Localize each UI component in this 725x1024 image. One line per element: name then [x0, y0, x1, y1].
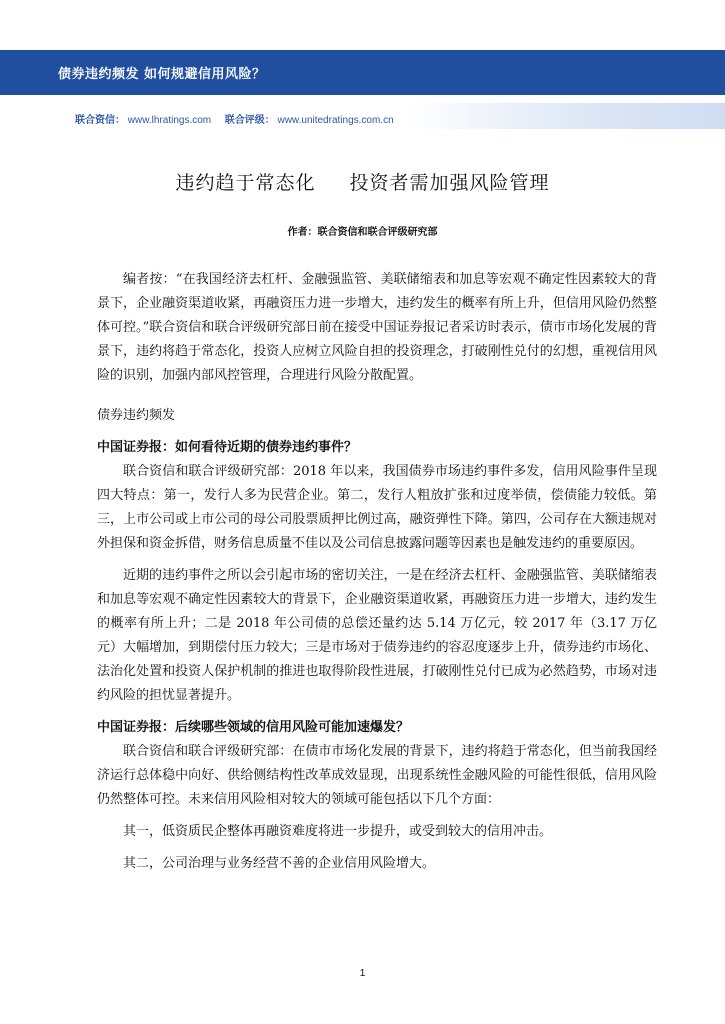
author-line: 作者：联合资信和联合评级研究部 [287, 227, 438, 238]
answer-1-paragraph-1: 联合资信和联合评级研究部：2018 年以来，我国债券市场违约事件多发，信用风险事件呈现四大特点：第一，发行人多为民营企业。第二，发行人粗放扩张和过度举债，偿债能力较低。第三，上市公司或上市公司的母公司股票质押比例过高，融资弹性下降。第四，公司存在大额违规对外担保和资金拆借，财务信息质量不佳以及公司信息披露问题等因素也是触发违约的重要原因。 [97, 464, 657, 551]
section-heading: 债券违约频发 [97, 408, 176, 423]
title-part-1: 违约趋于常态化 [175, 172, 316, 194]
lianhe-credit-url[interactable]: www.lhratings.com [127, 115, 212, 126]
answer-2-paragraph-2: 其一，低资质民企整体再融资难度将进一步提升，或受到较大的信用冲击。 [123, 824, 553, 839]
answer-1-paragraph-2: 近期的违约事件之所以会引起市场的密切关注，一是在经济去杠杆、金融强监管、美联储缩表和加息等宏观不确定性因素较大的背景下，企业融资渠道收紧，再融资压力进一步增大，违约发生的概率有所上升；二是 2018 年公司债的总偿还量约达 5.14 万亿元，较 2017 年（3.17 万亿元）大幅增加，到期偿付压力较大；三是市场对于债券违约的容忍度逐步上升，债券违约市场化、法治化处置和投资人保护机制的推进也取得阶段性进展，打破刚性兑付已成为必然趋势，市场对违约风险的担忧显著提升。 [97, 568, 657, 703]
answer-2-paragraph-1: 联合资信和联合评级研究部：在债市市场化发展的背景下，违约将趋于常态化，但当前我国经济运行总体稳中向好、供给侧结构性改革成效显现，出现系统性金融风险的可能性很低，信用风险仍然整体可控。未来信用风险相对较大的领域可能包括以下几个方面： [97, 744, 657, 807]
question-2: 中国证券报：后续哪些领域的信用风险可能加速爆发？ [97, 720, 410, 735]
lianhe-rating-url[interactable]: www.unitedratings.com.cn [277, 115, 394, 126]
editor-note: 编者按：“在我国经济去杠杆、金融强监管、美联储缩表和加息等宏观不确定性因素较大的背景下，企业融资渠道收紧，再融资压力进一步增大，违约发生的概率有所上升，但信用风险仍然整体可控。”联合资信和联合评级研究部日前在接受中国证券报记者采访时表示，债市市场化发展的背景下，违约将趋于常态化，投资人应树立风险自担的投资理念，打破刚性兑付的幻想，重视信用风险的识别，加强内部风控管理，合理进行风险分散配置。 [97, 272, 657, 383]
answer-2-paragraph-3: 其二，公司治理与业务经营不善的企业信用风险增大。 [123, 856, 436, 871]
article-body [97, 268, 657, 876]
website-links [75, 111, 394, 126]
lianhe-rating-label: 联合评级： [224, 115, 275, 126]
title-part-2: 投资者需加强风险管理 [349, 172, 550, 194]
page-number: 1 [359, 968, 366, 979]
lianhe-credit-label: 联合资信： [75, 115, 125, 126]
header-title: 债券违约频发 如何规避信用风险？ [58, 67, 266, 82]
document-title [0, 168, 725, 195]
question-1: 中国证券报：如何看待近期的债券违约事件？ [97, 440, 358, 455]
